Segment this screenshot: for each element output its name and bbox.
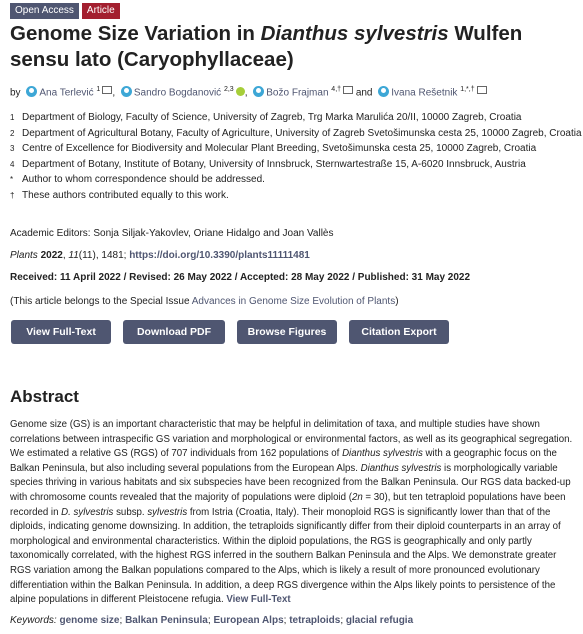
abstract-italic: sylvestris [147,506,188,518]
affiliation-item [10,141,582,157]
affiliation-item [10,157,582,173]
browse-figures-button[interactable]: Browse Figures [237,320,337,344]
user-icon [26,86,37,97]
affiliation-text: Department of Agricultural Botany, Faculty of Agriculture, University of Zagreb Svetošimunska cesta 25, 10000 Zagreb, Croatia [22,127,582,139]
mail-icon[interactable] [102,86,112,94]
affiliation-text: Author to whom correspondence should be addressed. [22,174,265,185]
title-part-1: Genome Size Variation in [10,22,261,45]
author-name-frajman[interactable]: Božo Frajman [266,87,329,99]
open-access-badge[interactable]: Open Access [10,3,79,19]
keyword-link[interactable]: Balkan Peninsula [125,615,208,626]
doi-link[interactable]: https://doi.org/10.3390/plants11111481 [129,250,310,261]
abstract-text [10,418,578,608]
affiliation-text: Department of Biology, Faculty of Science, University of Zagreb, Trg Marka Marulića 20/II, 10000 Zagreb, Croatia [22,112,522,123]
user-icon [253,86,264,97]
journal-name: Plants [10,250,38,261]
citation-volume: 11 [68,250,79,261]
special-post: ) [395,296,399,307]
affiliations [10,110,582,203]
author-list: by Ana Terlević $^1$ , Sandro Bogdanović $^{2,3}$ , Božo Frajman $^{4,\dagger}$ and Ivana Rešetnik $^{1,*,\dagger}$ [10,86,487,98]
keyword-link[interactable]: European Alps [213,615,284,626]
keyword-sep: ; [283,615,287,626]
affiliation-item [10,188,582,204]
view-full-text-button[interactable]: View Full-Text [11,320,111,344]
affiliation-item [10,126,582,142]
affiliation-num: † [10,190,15,200]
keyword-sep: ; [340,615,344,626]
download-pdf-button[interactable]: Download PDF [123,320,225,344]
publication-dates: Received: 11 April 2022 / Revised: 26 May 2022 / Accepted: 28 May 2022 / Published: 31 May 2022 [10,272,471,283]
orcid-icon[interactable] [236,87,245,96]
abstract-seg: Genome size (GS) is an important characteristic that may be helpful in delimitation of taxa, and multiple studies have shown correlations between intraspecific GS variation and morphological or environmental factors, as well as its geographical segregation. We estimated a relative GS (RGS) of 707 individuals from 162 populations of [10,419,573,460]
abstract-seg: is morphologically variable species thriving in various habitats and six subspecies have been recognized from the Balkan Peninsula. Our RGS data backed-up with chromosome counts revealed that the majority of populations were diploid ( [10,462,571,503]
abstract-seg: from Istria (Croatia, Italy). Their monoploid RGS is significantly lower than that of the diploids, indicating genome downsizing. In addition, the tetraploids significantly differ from their diploid counterparts in an array of morphological and environmental characteristics. Within the diploid populations, the RGS is geographically and only partly taxonomically correlated, with the highest RGS inferred in the southern Balkan Peninsula and the Alps. We demonstrate greater RGS variation among the Balkan populations compared to the Alps, which is likely a result of more pronounced evolutionary differentiation within the Balkan Peninsula. In addition, a deep RGS divergence within the Alps likely points to persistence of the alpine populations in different Pleistocene refugia. [10,506,561,606]
abstract-seg: = 30), but ten tetraploid populations have been recorded in [10,491,566,518]
article-title [10,21,575,73]
abstract-heading: Abstract [10,387,79,406]
author-name-resetnik[interactable]: Ivana Rešetnik [391,87,458,99]
author-sup: 4,† [331,86,342,93]
academic-editors: Academic Editors: Sonja Siljak-Yakovlev, Oriane Hidalgo and Joan Vallès [10,228,334,239]
abstract-seg: subsp. [113,506,148,518]
affiliation-text: These authors contributed equally to this work. [22,189,229,201]
keyword-link[interactable]: glacial refugia [345,615,414,626]
abstract-italic: Dianthus sylvestris [360,462,442,474]
affiliation-num: 3 [10,144,15,153]
special-pre: (This article belongs to the Special Issue [10,296,192,307]
affiliation-num: * [10,175,14,184]
title-species: Dianthus sylvestris [260,22,449,45]
author-name-terlevic[interactable]: Ana Terlević [39,87,94,99]
affiliation-text: Department of Botany, Institute of Botany, University of Innsbruck, Sternwartestraße 15, A-6020 Innsbruck, Austria [22,158,526,170]
action-buttons [11,320,449,344]
affiliation-num: 4 [10,159,15,169]
keyword-sep: ; [119,615,123,626]
and-label: and [355,87,373,99]
abstract-italic: Dianthus sylvestris [342,448,423,460]
user-icon [121,86,132,97]
affiliation-item [10,110,582,126]
abstract-seg: with a geographic focus on the Balkan Peninsula, but also including several populations from the European Alps. [10,448,557,474]
keyword-link[interactable]: genome size [59,615,120,626]
user-icon [378,86,389,97]
abstract-italic: 2n [351,491,363,503]
citation-issue-pages: (11), 1481; [78,250,127,261]
citation-export-button[interactable]: Citation Export [349,320,449,344]
keywords-label: Keywords: [10,615,57,626]
author-name-bogdanovic[interactable]: Sandro Bogdanović [133,87,222,99]
author-sup: 1 [96,86,101,93]
citation-year: 2022 [40,250,63,261]
by-label: by [10,87,21,99]
author-sup: 1,*,† [460,86,475,93]
keyword-link[interactable]: tetraploids [289,615,341,626]
mail-icon[interactable] [477,86,487,94]
mail-icon[interactable] [343,86,353,94]
title-part-2: Wulfen sensu lato (Caryophyllaceae) [10,22,523,71]
keywords [10,615,413,626]
special-issue-link[interactable]: Advances in Genome Size Evolution of Plants [191,296,396,307]
special-issue-note [10,296,399,307]
affiliation-num: 1 [10,113,15,122]
affiliation-num: 2 [10,128,15,138]
badges [10,3,120,19]
abstract-italic: D. sylvestris [61,506,114,518]
author-sup: 2,3 [223,86,234,93]
affiliation-item [10,172,582,188]
abstract-view-full-text-link[interactable]: View Full-Text [226,594,291,606]
citation-line: Plants 2022, 11(11), 1481; https://doi.org/10.3390/plants11111481 [10,250,310,261]
affiliation-text: Centre of Excellence for Biodiversity and Molecular Plant Breeding, Svetošimunska cesta 25, 10000 Zagreb, Croatia [22,143,537,154]
keyword-sep: ; [207,615,211,626]
article-type-badge: Article [82,3,120,19]
